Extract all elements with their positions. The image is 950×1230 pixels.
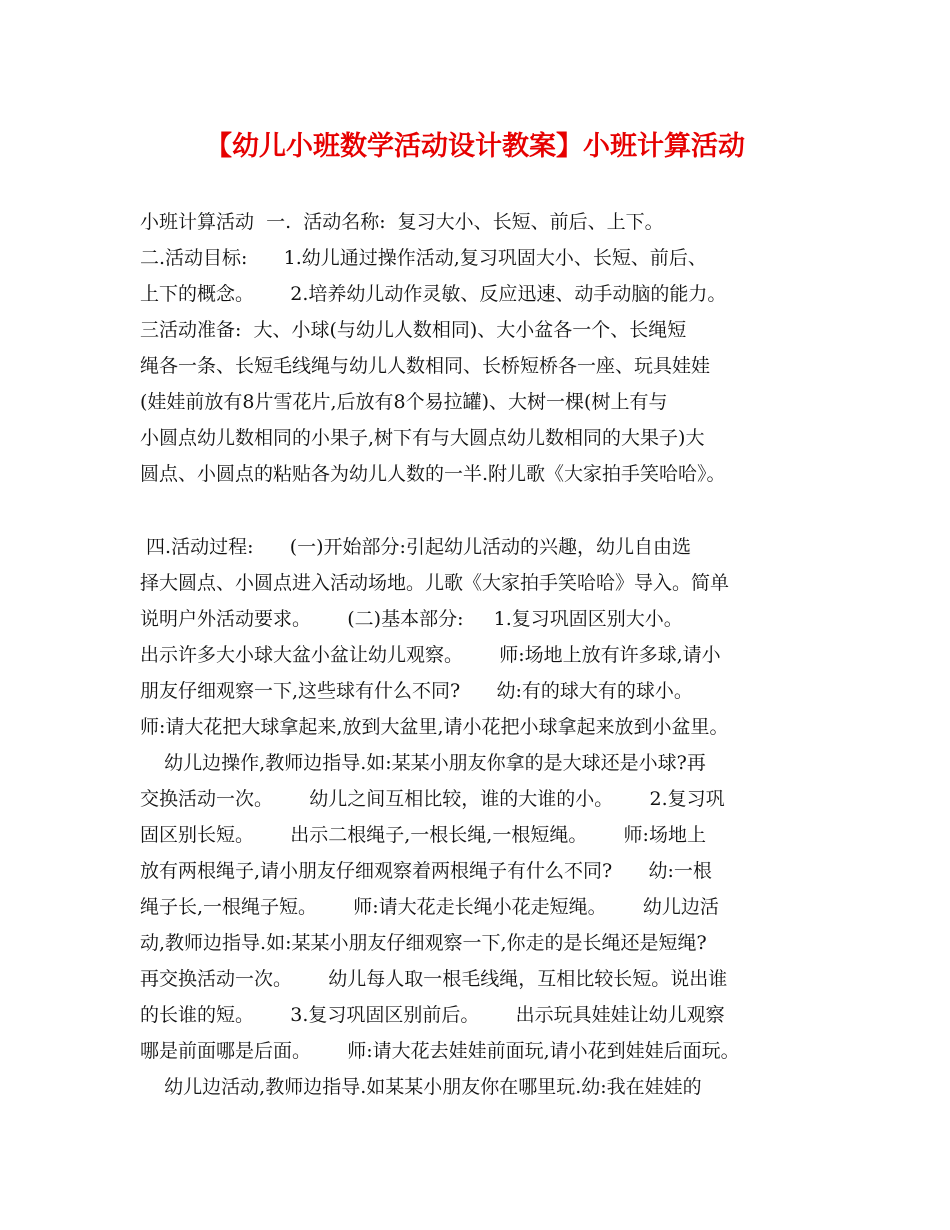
text-line: 小班计算活动 一. 活动名称: 复习大小、长短、前后、上下。 (140, 211, 664, 233)
text-line: 动,教师边指导.如:某某小朋友仔细观察一下,你走的是长绳还是短绳? (140, 932, 707, 954)
text-line: 三活动准备: 大、小球(与幼儿人数相同)、大小盆各一个、长绳短 (140, 319, 687, 341)
text-line: 固区别长短。 出示二根绳子,一根长绳,一根短绳。 师:场地上 (140, 824, 706, 846)
text-line: 幼儿边操作,教师边指导.如:某某小朋友你拿的是大球还是小球?再 (140, 752, 706, 774)
text-line: 的长谁的短。 3.复习巩固区别前后。 出示玩具娃娃让幼儿观察 (140, 1004, 725, 1026)
text-line: 朋友仔细观察一下,这些球有什么不同? 幼:有的球大有的球小。 (140, 680, 693, 702)
text-line: 幼儿边活动,教师边指导.如某某小朋友你在哪里玩.幼:我在娃娃的 (140, 1076, 702, 1098)
text-line: 上下的概念。 2.培养幼儿动作灵敏、反应迅速、动手动脑的能力。 (140, 283, 727, 305)
text-line: 四.活动过程: (一)开始部分:引起幼儿活动的兴趣，幼儿自由选 (140, 536, 691, 558)
text-line: 绳各一条、长短毛线绳与幼儿人数相同、长桥短桥各一座、玩具娃娃 (140, 355, 711, 377)
text-line: 说明户外活动要求。 (二)基本部分: 1.复习巩固区别大小。 (140, 608, 683, 630)
text-line: 哪是前面哪是后面。 师:请大花去娃娃前面玩,请小花到娃娃后面玩。 (140, 1040, 740, 1062)
text-line: 二.活动目标: 1.幼儿通过操作活动,复习巩固大小、长短、前后、 (140, 247, 707, 269)
text-line: (娃娃前放有8片雪花片,后放有8个易拉罐)、大树一棵(树上有与 (140, 391, 668, 413)
text-line: 圆点、小圆点的粘贴各为幼儿人数的一半.附儿歌《大家拍手笑哈哈》。 (140, 463, 726, 485)
text-line: 小圆点幼儿数相同的小果子,树下有与大圆点幼儿数相同的大果子)大 (140, 427, 705, 449)
paragraph-1 (140, 204, 830, 492)
text-line: 绳子长,一根绳子短。 师:请大花走长绳小花走短绳。 幼儿边活 (140, 896, 719, 918)
text-line: 师:请大花把大球拿起来,放到大盆里,请小花把小球拿起来放到小盆里。 (140, 716, 729, 738)
text-line: 放有两根绳子,请小朋友仔细观察着两根绳子有什么不同? 幼:一根 (140, 860, 712, 882)
text-line: 出示许多大小球大盆小盆让幼儿观察。 师:场地上放有许多球,请小 (140, 644, 721, 666)
document-title: 【幼儿小班数学活动设计教案】小班计算活动 (205, 131, 745, 162)
text-line: 交换活动一次。 幼儿之间互相比较，谁的大谁的小。 2.复习巩 (140, 788, 725, 810)
paragraph-2 (140, 529, 830, 1105)
text-line: 择大圆点、小圆点进入活动场地。儿歌《大家拍手笑哈哈》导入。简单 (140, 572, 730, 594)
text-line: 再交换活动一次。 幼儿每人取一根毛线绳，互相比较长短。说出谁 (140, 968, 728, 990)
